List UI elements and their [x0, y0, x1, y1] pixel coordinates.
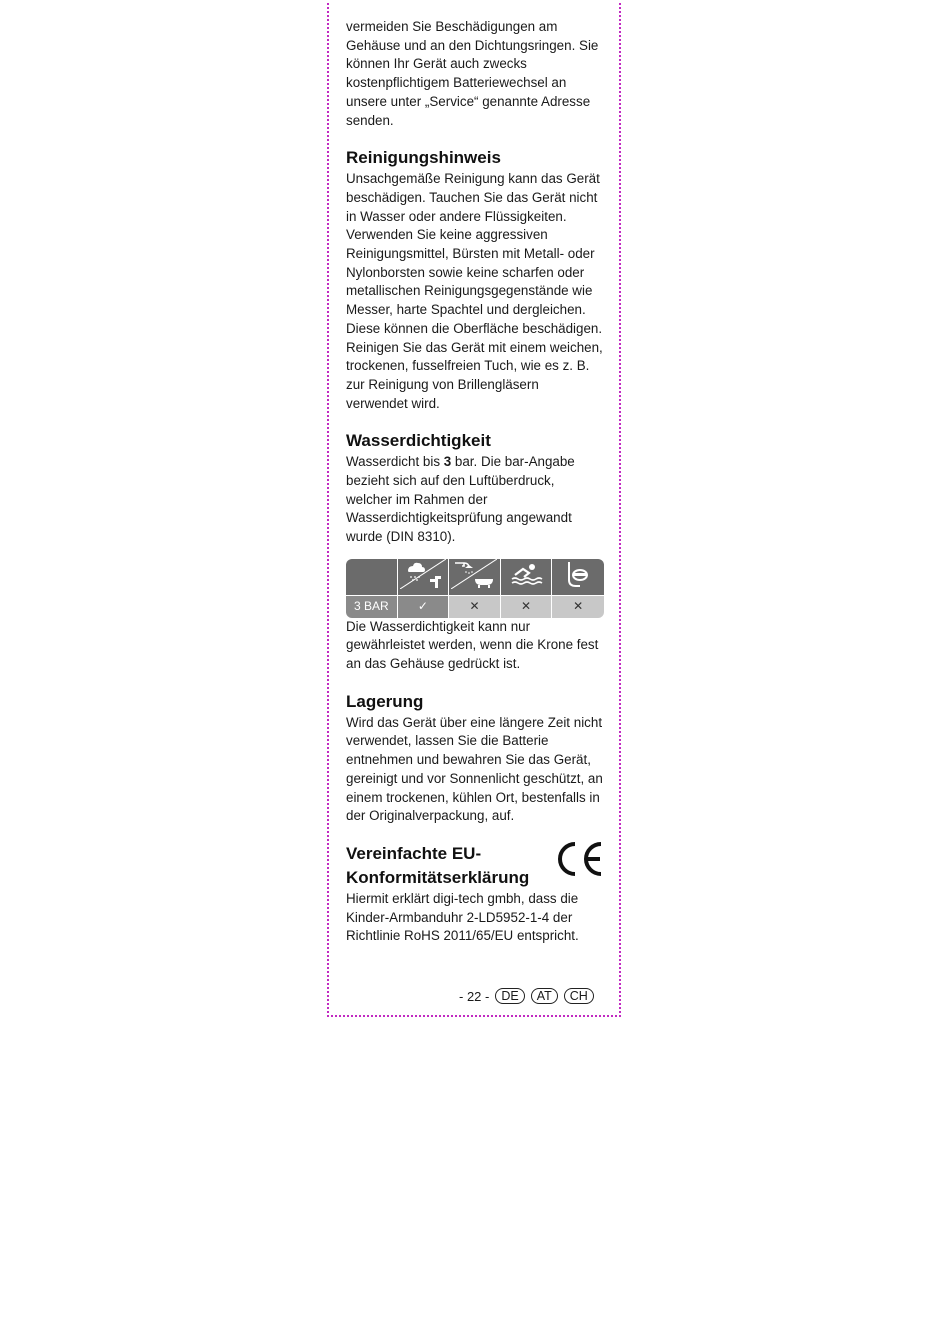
conformity-section	[346, 842, 604, 946]
conformity-heading-line2: Konformitätserklärung	[346, 867, 530, 887]
water-after-paragraph: Die Wasserdichtigkeit kann nur gewährleistet werden, wenn die Krone fest an das Gehäuse gedrückt ist.	[346, 618, 599, 671]
manual-page	[327, 0, 621, 1017]
snorkel-icon	[552, 559, 604, 595]
cleaning-heading: Reinigungshinweis	[346, 148, 501, 168]
cleaning-section	[346, 146, 604, 413]
water-section	[346, 429, 604, 673]
shower-cross-mark: ✕	[449, 595, 501, 618]
water-text-post: bar. Die bar-Angabe bezieht sich auf den Luftüberdruck, welcher im Rahmen der Wasserdichtigkeitsprüfung angewandt wurde (DIN 8310).	[346, 454, 575, 545]
rain-check-mark: ✓	[398, 595, 450, 618]
storage-paragraph: Wird das Gerät über eine längere Zeit nicht verwendet, lassen Sie die Batterie entnehmen und bewahren Sie das Gerät, gereinigt und vor Sonnenlicht geschützt, an einem trockenen, kühlen Ort, bestenfalls in der Originalverpackung, auf.	[346, 714, 603, 824]
swimming-cross-mark: ✕	[501, 595, 553, 618]
storage-heading: Lagerung	[346, 691, 424, 711]
water-heading: Wasserdichtigkeit	[346, 431, 491, 451]
water-text-pre: Wasserdicht bis	[346, 454, 444, 470]
conformity-paragraph: Hiermit erklärt digi-tech gmbh, dass die Kinder-Armbanduhr 2-LD5952-1-4 der Richtlinie RoHS 2011/65/EU entspricht.	[346, 890, 579, 944]
water-resistance-table	[346, 559, 604, 618]
snorkel-cross-mark: ✕	[552, 595, 604, 618]
page-content	[346, 18, 604, 946]
page-number: - 22 -	[459, 988, 490, 1004]
conformity-heading-line1: Vereinfachte EU-	[346, 843, 482, 863]
water-bar-value: 3	[443, 454, 452, 470]
bar-rating-label: 3 BAR	[346, 595, 398, 618]
storage-section	[346, 690, 604, 826]
country-badge-ch: CH	[564, 988, 594, 1004]
intro-paragraph: vermeiden Sie Beschädigungen am Gehäuse und an den Dichtungsringen. Sie können Ihr Gerät auch zwecks kostenpflichtigem Batteriewechsel an unsere unter „Service“ genannte Adresse senden.	[346, 19, 599, 128]
water-paragraph	[346, 453, 604, 547]
table-corner	[346, 559, 398, 595]
page-footer	[459, 986, 619, 1006]
swimming-icon	[501, 559, 553, 595]
rain-icon	[398, 559, 450, 595]
ce-mark-icon	[556, 840, 604, 878]
country-badge-de: DE	[495, 988, 524, 1004]
country-badge-at: AT	[531, 988, 558, 1004]
cleaning-paragraph: Unsachgemäße Reinigung kann das Gerät beschädigen. Tauchen Sie das Gerät nicht in Wasser oder andere Flüssigkeiten. Verwenden Sie keine aggressiven Reinigungsmittel, Bürsten mit Metall- oder Nylonborsten sowie keine scharfen oder metallischen Reinigungsgegenstände wie Messer, harte Spachtel und dergleichen. Diese können die Oberfläche beschädigen. Reinigen Sie das Gerät mit einem weichen, trockenen, fusselfreien Tuch, wie es z. B. zur Reinigung von Brillengläsern verwendet wird.	[346, 171, 603, 411]
shower-bath-icon	[449, 559, 501, 595]
